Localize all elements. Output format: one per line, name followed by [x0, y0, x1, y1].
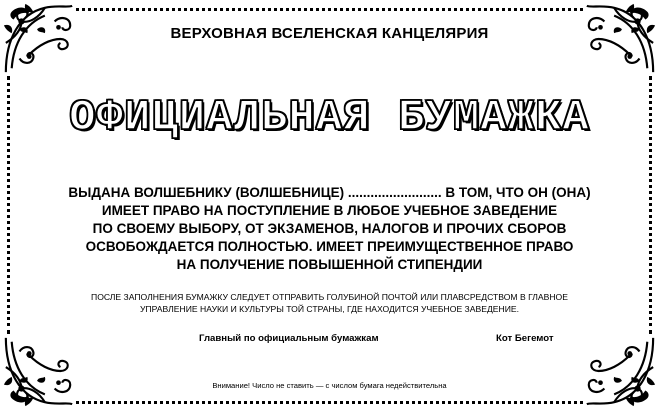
note-line: УПРАВЛЕНИЕ НАУКИ И КУЛЬТУРЫ ТОЙ СТРАНЫ, ГДЕ НАХОДИТСЯ УЧЕБНОЕ ЗАВЕДЕНИЕ.	[139, 304, 520, 314]
corner-ornament-icon	[0, 332, 78, 410]
body-line: ОСВОБОЖДАЕТСЯ ПОЛНОСТЬЮ. ИМЕЕТ ПРЕИМУЩЕСТВЕННОЕ ПРАВО	[85, 239, 574, 254]
corner-ornament-icon	[581, 332, 659, 410]
signatory-name: Кот Бегемот	[496, 333, 554, 344]
body-line: ПО СВОЕМУ ВЫБОРУ, ОТ ЭКЗАМЕНОВ, НАЛОГОВ И ПРОЧИХ СБОРОВ	[92, 221, 567, 236]
border-top	[76, 8, 583, 11]
body-line: НА ПОЛУЧЕНИЕ ПОВЫШЕННОЙ СТИПЕНДИИ	[176, 257, 483, 272]
signatory-position: Главный по официальным бумажкам	[199, 333, 379, 344]
body-line: ИМЕЕТ ПРАВО НА ПОСТУПЛЕНИЕ В ЛЮБОЕ УЧЕБНОЕ ЗАВЕДЕНИЕ	[101, 203, 558, 218]
document-title: ОФИЦИАЛЬНАЯ БУМАЖКА	[69, 93, 590, 143]
note-line: ПОСЛЕ ЗАПОЛНЕНИЯ БУМАЖКУ СЛЕДУЕТ ОТПРАВИТЬ ГОЛУБИНОЙ ПОЧТОЙ ИЛИ ПЛАВСРЕДСТВОМ В ГЛАВНОЕ	[91, 292, 568, 302]
body-line: ВЫДАНА ВОЛШЕБНИКУ (ВОЛШЕБНИЦЕ) ......................... В ТОМ, ЧТО ОН (ОНА)	[68, 185, 591, 200]
issuer-heading: ВЕРХОВНАЯ ВСЕЛЕНСКАЯ КАНЦЕЛЯРИЯ	[170, 25, 489, 42]
footer-warning: Внимание! Число не ставить — с числом бумага недействительна	[212, 381, 447, 390]
instructions-note	[0, 291, 659, 315]
certificate-body	[0, 184, 659, 274]
border-bottom	[76, 401, 583, 404]
